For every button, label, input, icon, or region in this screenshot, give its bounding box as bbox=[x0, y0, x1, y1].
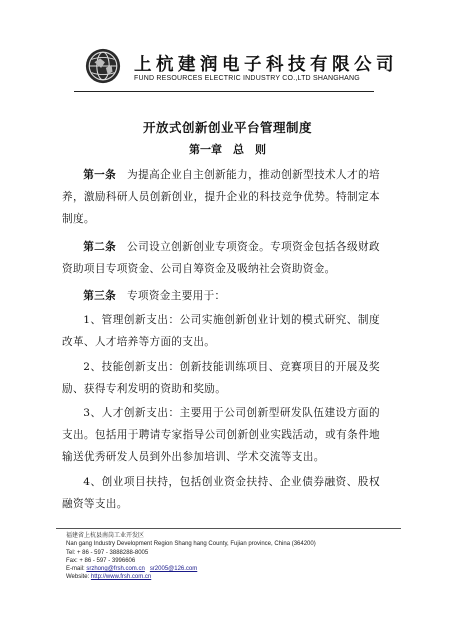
article-label: 第二条 bbox=[83, 240, 117, 253]
paragraph-text: 1、管理创新支出：公司实施创新创业计划的模式研究、制度改革、人才培养等方面的支出。 bbox=[62, 314, 380, 349]
chapter-heading-text: 第一章 总 则 bbox=[189, 143, 266, 156]
footer-address-chinese: 福建省上杭县南岗工业开发区 bbox=[66, 533, 145, 539]
company-globe-logo-icon bbox=[84, 47, 122, 85]
list-item bbox=[62, 356, 380, 400]
footer-contact bbox=[66, 532, 316, 582]
paragraph-text: 2、技能创新支出：创新技能训练项目、竞赛项目的开展及奖励、获得专利发明的资助和奖励。 bbox=[62, 360, 380, 395]
email-link-2[interactable]: sr2005@126.com bbox=[149, 566, 198, 573]
list-item bbox=[62, 402, 380, 469]
paragraph-text: 4、创业项目扶持，包括创业资金扶持、企业债券融资、股权融资等支出。 bbox=[62, 475, 380, 510]
article-label: 第一条 bbox=[83, 169, 117, 181]
list-item bbox=[62, 309, 380, 353]
footer-website bbox=[66, 573, 316, 581]
website-link[interactable]: http://www.frsh.com.cn bbox=[90, 574, 152, 581]
email-link-1[interactable]: srzhong@frsh.com.cn bbox=[86, 566, 145, 573]
paragraph bbox=[62, 164, 380, 231]
footer-fax: Fax: + 86 - 597 - 3996606 bbox=[66, 557, 136, 564]
document-body bbox=[62, 164, 380, 517]
article-label: 第三条 bbox=[83, 290, 117, 303]
footer-tel: Tel: + 86 - 597 - 3888288-8005 bbox=[66, 549, 149, 556]
header-divider bbox=[74, 91, 374, 92]
list-item bbox=[62, 471, 380, 515]
paragraph bbox=[62, 285, 380, 307]
paragraph-text: 为提高企业自主创新能力，推动创新型技术人才的培养，激励科研人员创新创业，提升企业的科技竞争优势。特制定本制度。 bbox=[62, 169, 380, 226]
company-name-english: FUND RESOURCES ELECTRIC INDUSTRY CO.,LTD SHANGHANG bbox=[134, 75, 360, 82]
paragraph-text: 专项资金主要用于： bbox=[116, 290, 226, 303]
email-label: E-mail: bbox=[66, 566, 87, 573]
website-label: Website: bbox=[66, 574, 91, 581]
paragraph bbox=[62, 236, 380, 280]
company-name-chinese: 上杭建润电子科技有限公司 bbox=[134, 55, 398, 75]
footer-divider bbox=[56, 528, 401, 529]
chapter-heading bbox=[0, 141, 455, 157]
document-title: 开放式创新创业平台管理制度 bbox=[142, 120, 312, 135]
paragraph-text: 公司设立创新创业专项资金。专项资金包括各级财政资助项目专项资金、公司自筹资金及吸纳社会资助资金。 bbox=[62, 240, 380, 275]
paragraph-text: 3、人才创新支出：主要用于公司创新型研发队伍建设方面的支出。包括用于聘请专家指导公司创新创业实践活动，或有条件地输送优秀研发人员到外出参加培训、学术交流等支出。 bbox=[62, 407, 380, 464]
footer-email bbox=[66, 565, 316, 573]
footer-address-english: Nan gang Industry Development Region Shang hang County, Fujian province, China (364200) bbox=[66, 541, 316, 548]
